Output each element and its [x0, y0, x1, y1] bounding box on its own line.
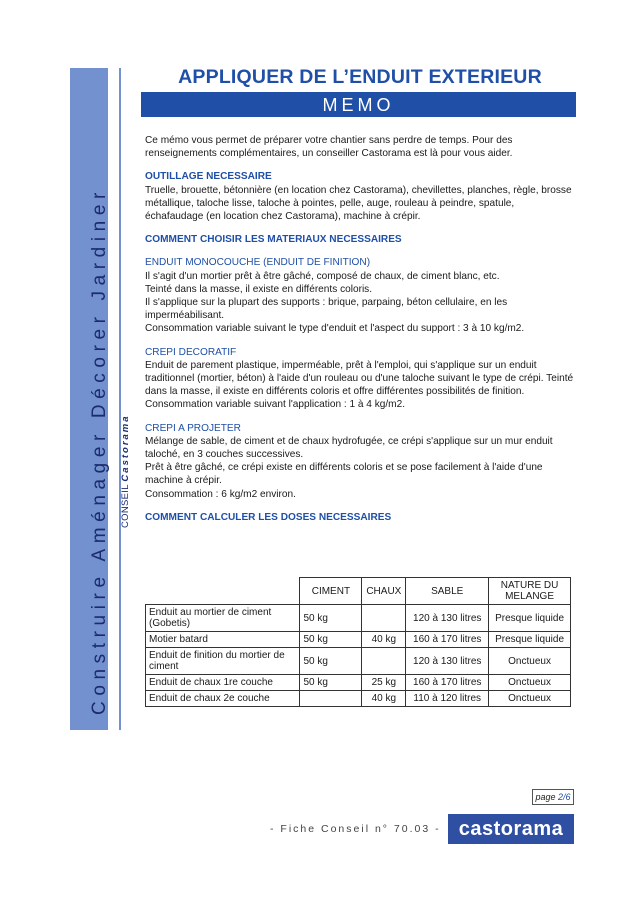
column-header: CHAUX: [362, 578, 406, 605]
sidebar-conseil: [120, 414, 131, 528]
monocouche-line: Teinté dans la masse, il existe en différents coloris.: [145, 283, 373, 295]
table-row: [146, 648, 571, 675]
outillage-text: Truelle, brouette, bétonnière (en location chez Castorama), chevillettes, planches, règle, brosse métallique, taloche lisse, taloche à pointes, pelle, auge, rouleau à peindre, spatule, échafaudage (en location chez Castorama), machine à crépir.: [145, 184, 572, 223]
row-label: Enduit de finition du mortier de ciment: [146, 648, 300, 675]
projeter-line: Prêt à être gâché, ce crépi existe en différents coloris et se pose facilement à l'aide d'une machine à crépir.: [145, 462, 543, 487]
table-row: [146, 675, 571, 691]
row-label: Enduit de chaux 1re couche: [146, 675, 300, 691]
fiche-reference: - Fiche Conseil n° 70.03 -: [270, 823, 441, 835]
cell-chaux: [362, 648, 406, 675]
doses-table: [145, 577, 571, 707]
doses-heading: COMMENT CALCULER LES DOSES NECESSAIRES: [145, 511, 392, 523]
cell-sable: 120 à 130 litres: [406, 648, 489, 675]
column-header: CIMENT: [300, 578, 362, 605]
decoratif-text: Enduit de parement plastique, imperméable, prêt à l'emploi, qui s'applique sur un enduit traditionnel (mortier, béton) à l'aide d'un rouleau ou d'une taloche suivant le type de crépi. Teinté dans la masse, il existe en différents coloris et offre différentes possibilités de finition. Consommation variable suivant l'application : 1 à 4 kg/m2.: [145, 359, 574, 411]
decoratif-title: CREPI DECORATIF: [145, 346, 237, 358]
row-label: Enduit de chaux 2e couche: [146, 691, 300, 707]
monocouche-line: Il s'applique sur la plupart des supports : brique, parpaing, béton cellulaire, en les imperméabilisant.: [145, 297, 508, 322]
monocouche-title: ENDUIT MONOCOUCHE (ENDUIT DE FINITION): [145, 257, 371, 269]
cell-nature: Onctueux: [489, 691, 571, 707]
projeter-title: CREPI A PROJETER: [145, 422, 241, 434]
page-title: APPLIQUER DE L’ENDUIT EXTERIEUR: [178, 66, 542, 88]
cell-ciment: [300, 691, 362, 707]
table-row: [146, 605, 571, 632]
table-header-row: [146, 578, 571, 605]
cell-ciment: 50 kg: [300, 632, 362, 648]
column-header: SABLE: [406, 578, 489, 605]
conseil-label: CONSEIL: [120, 484, 131, 528]
monocouche-line: Consommation variable suivant le type d'enduit et l'aspect du support : 3 à 10 kg/m2.: [145, 323, 525, 335]
outillage-heading: OUTILLAGE NECESSAIRE: [145, 171, 272, 183]
page-label: page: [535, 792, 556, 802]
table-corner: [146, 578, 300, 605]
projeter-line: Consommation : 6 kg/m2 environ.: [145, 488, 296, 500]
cell-sable: 160 à 170 litres: [406, 632, 489, 648]
column-header: NATURE DU MELANGE: [489, 578, 571, 605]
cell-nature: Presque liquide: [489, 605, 571, 632]
cell-chaux: 25 kg: [362, 675, 406, 691]
table-row: [146, 632, 571, 648]
main-content: [145, 134, 575, 524]
monocouche-line: Il s'agit d'un mortier prêt à être gâché, composé de chaux, de ciment blanc, etc.: [145, 270, 500, 282]
table-row: [146, 691, 571, 707]
cell-nature: Onctueux: [489, 648, 571, 675]
cell-sable: 160 à 170 litres: [406, 675, 489, 691]
cell-sable: 120 à 130 litres: [406, 605, 489, 632]
sidebar-tagline: Construire Aménager Décorer Jardiner: [89, 187, 110, 715]
page-number: 2/6: [558, 792, 571, 802]
cell-ciment: 50 kg: [300, 675, 362, 691]
castorama-logo: [448, 814, 574, 844]
cell-sable: 110 à 120 litres: [406, 691, 489, 707]
intro-text: Ce mémo vous permet de préparer votre chantier sans perdre de temps. Pour des renseignements complémentaires, un conseiller Castorama est là pour vous aider.: [145, 135, 513, 160]
cell-ciment: 50 kg: [300, 648, 362, 675]
cell-nature: Onctueux: [489, 675, 571, 691]
row-label: Enduit au mortier de ciment (Gobetis): [146, 605, 300, 632]
materiaux-heading: COMMENT CHOISIR LES MATERIAUX NECESSAIRES: [145, 234, 402, 246]
cell-ciment: 50 kg: [300, 605, 362, 632]
sidebar-rule: [119, 68, 121, 730]
row-label: Motier batard: [146, 632, 300, 648]
cell-chaux: 40 kg: [362, 632, 406, 648]
page-indicator: [532, 789, 574, 805]
cell-chaux: [362, 605, 406, 632]
memo-label: MEMO: [322, 95, 395, 115]
conseil-brand: Castorama: [120, 414, 131, 482]
cell-nature: Presque liquide: [489, 632, 571, 648]
logo-text: castorama: [458, 818, 564, 840]
cell-chaux: 40 kg: [362, 691, 406, 707]
projeter-line: Mélange de sable, de ciment et de chaux hydrofugée, ce crépi s'applique sur un mur enduit taloché, en 3 couches successives.: [145, 435, 553, 461]
